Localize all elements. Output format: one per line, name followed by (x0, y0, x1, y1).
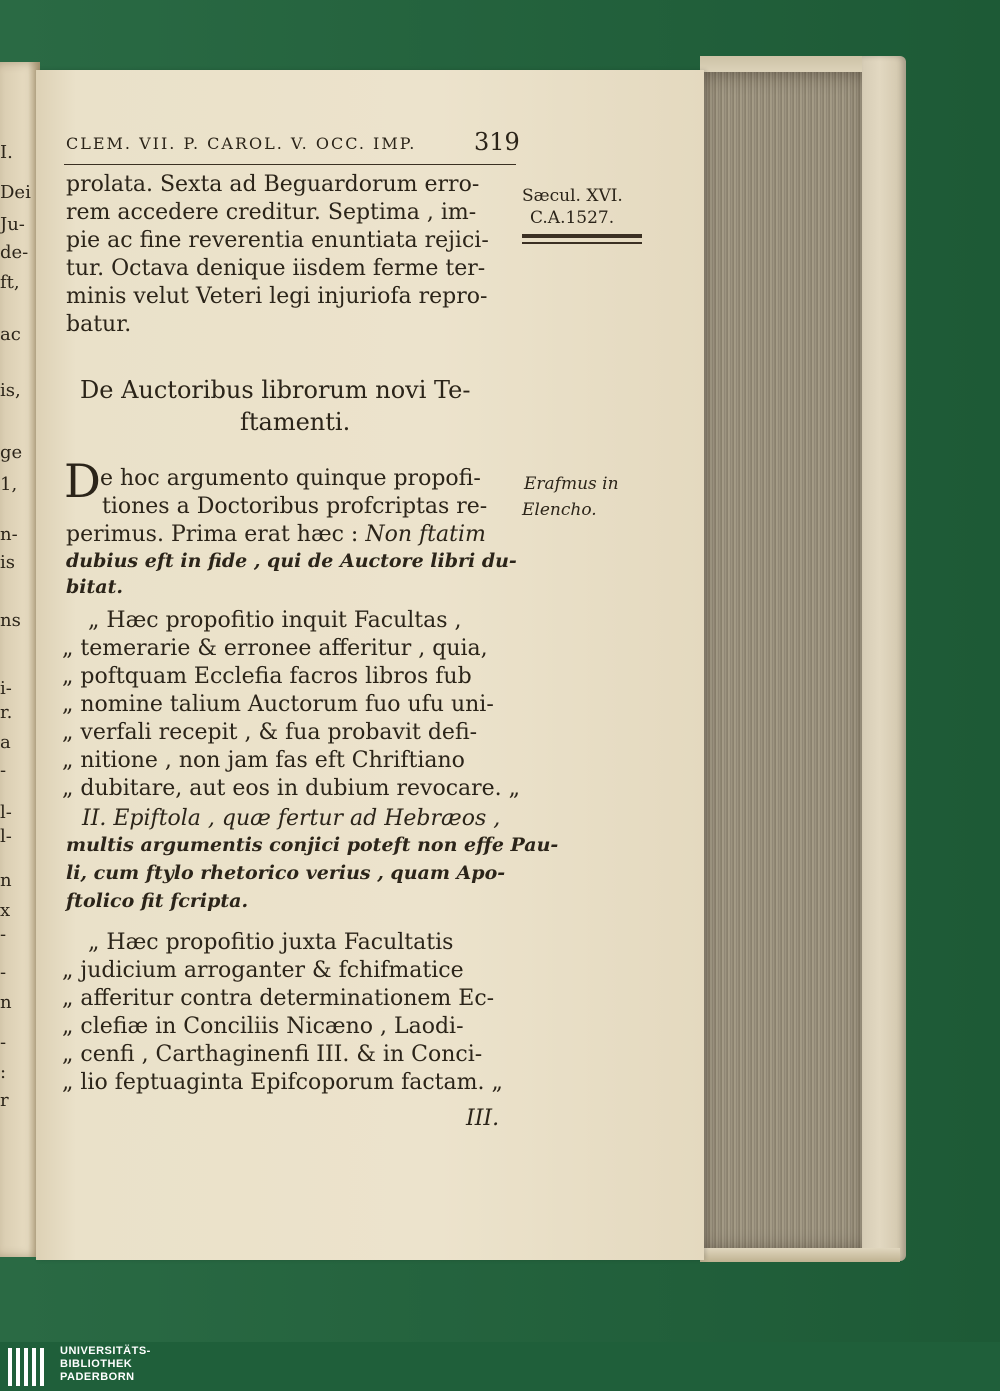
page-edges (700, 72, 868, 1252)
quote2-line-4: „ clefiæ in Conciliis Nicæno , Laodi- (62, 1014, 464, 1039)
quote2-line-3: „ afferitur contra determinationem Ec- (62, 986, 495, 1011)
left-page-fragment: n (0, 870, 12, 891)
left-page-fragment: is (0, 552, 15, 573)
para1-line-6: batur. (66, 312, 132, 337)
left-page-fragment: a (0, 732, 11, 753)
margin-rule-thick (522, 234, 642, 238)
section-heading-line-2: ftamenti. (240, 408, 351, 436)
library-name-line-3: PADERBORN (60, 1371, 135, 1383)
quote1-line-4: „ nomine talium Auctorum fuo ufu uni- (62, 692, 494, 717)
quote1-line-3: „ poftquam Ecclefia facros libros fub (62, 664, 472, 689)
para2-line-5: bitat. (66, 576, 123, 598)
left-page-fragment: - (0, 1032, 7, 1053)
para1-line-5: minis velut Veteri legi injuriofa repro- (66, 284, 488, 309)
left-page-fragment: ns (0, 610, 21, 631)
left-page-fragment: n (0, 992, 12, 1013)
quote1-line-1: „ Hæc propofitio inquit Facultas , (88, 608, 462, 633)
running-title: CLEM. VII. P. CAROL. V. OCC. IMP. (66, 134, 417, 153)
prop2-line-3: li, cum ftylo rhetorico verius , quam Apo- (66, 862, 506, 884)
left-page-fragment: 1, (0, 474, 18, 495)
left-page-fragment: - (0, 760, 7, 781)
para2-line-3-italic: Non ftatim (365, 522, 486, 547)
para2-line-4: dubius eft in fide , qui de Auctore libri du- (66, 550, 517, 572)
page-number: 319 (474, 128, 520, 156)
left-page-fragment: r. (0, 702, 13, 723)
left-page-fragment: ac (0, 324, 21, 345)
left-page-fragment: is, (0, 380, 21, 401)
section-heading-line-1: De Auctoribus librorum novi Te- (80, 376, 471, 404)
prop2-line-4: ftolico fit fcripta. (66, 890, 249, 912)
para2-line-2: tiones a Doctoribus profcriptas re- (102, 494, 488, 519)
para2-line-3 (66, 522, 486, 547)
para1-line-3: pie ac fine reverentia enuntiata rejici- (66, 228, 489, 253)
quote2-line-2: „ judicium arroganter & fchifmatice (62, 958, 464, 983)
para1-line-2: rem accedere creditur. Septima , im- (66, 200, 477, 225)
margin-note-erasmus-2: Elencho. (522, 500, 597, 520)
book-cover-bottom (700, 1248, 900, 1262)
quote1-line-2: „ temerarie & erronee afferitur , quia, (62, 636, 488, 661)
library-name-line-1: UNIVERSITÄTS- (60, 1345, 151, 1357)
para2-line-1: e hoc argumento quinque propofi- (100, 466, 481, 491)
margin-note-year: C.A.1527. (530, 208, 615, 228)
left-page-fragment: l- (0, 826, 12, 847)
quote1-line-5: „ verfali recepit , & fua probavit defi- (62, 720, 478, 745)
left-page-fragment: n- (0, 524, 18, 545)
left-facing-page (0, 62, 40, 1257)
header-rule (64, 164, 516, 165)
margin-note-saeculum: Sæcul. XVI. (522, 186, 623, 206)
para1-line-1: prolata. Sexta ad Beguardorum erro- (66, 172, 480, 197)
margin-note-erasmus-1: Erafmus in (524, 474, 619, 494)
left-page-fragment: - (0, 924, 7, 945)
margin-rule-thin (522, 242, 642, 244)
left-page-fragment: Dei (0, 182, 31, 203)
library-name-line-2: BIBLIOTHEK (60, 1358, 133, 1370)
quote1-line-6: „ nitione , non jam fas eft Chriftiano (62, 748, 465, 773)
prop2-line-2: multis argumentis conjici poteft non effe Pau- (66, 834, 559, 856)
para2-line-3-roman: perimus. Prima erat hæc : (66, 522, 366, 547)
para1-line-4: tur. Octava denique iisdem ferme ter- (66, 256, 486, 281)
left-page-fragment: i- (0, 678, 12, 699)
left-page-fragment: l- (0, 802, 12, 823)
left-page-fragment: Ju- (0, 214, 25, 235)
left-page-fragment: I. (0, 142, 13, 163)
prop2-line-1: II. Epiftola , quæ fertur ad Hebræos , (82, 806, 501, 831)
quote2-line-1: „ Hæc propofitio juxta Facultatis (88, 930, 454, 955)
left-page-fragment: ge (0, 442, 23, 463)
left-page-fragment: x (0, 900, 11, 921)
catchword: III. (466, 1106, 500, 1131)
left-page-fragment: r (0, 1090, 9, 1111)
left-page-fragment: de- (0, 242, 29, 263)
left-page-fragment: - (0, 962, 7, 983)
library-logo-icon (8, 1348, 48, 1386)
drop-cap: D (64, 454, 101, 508)
quote2-line-5: „ cenfi , Carthaginenfi III. & in Conci- (62, 1042, 483, 1067)
quote2-line-6: „ lio feptuaginta Epifcoporum factam. „ (62, 1070, 503, 1095)
left-page-fragment: : (0, 1062, 7, 1083)
quote1-line-7: „ dubitare, aut eos in dubium revocare. „ (62, 776, 521, 801)
left-page-fragment: ft, (0, 272, 20, 293)
book-cover-right (862, 56, 906, 1261)
